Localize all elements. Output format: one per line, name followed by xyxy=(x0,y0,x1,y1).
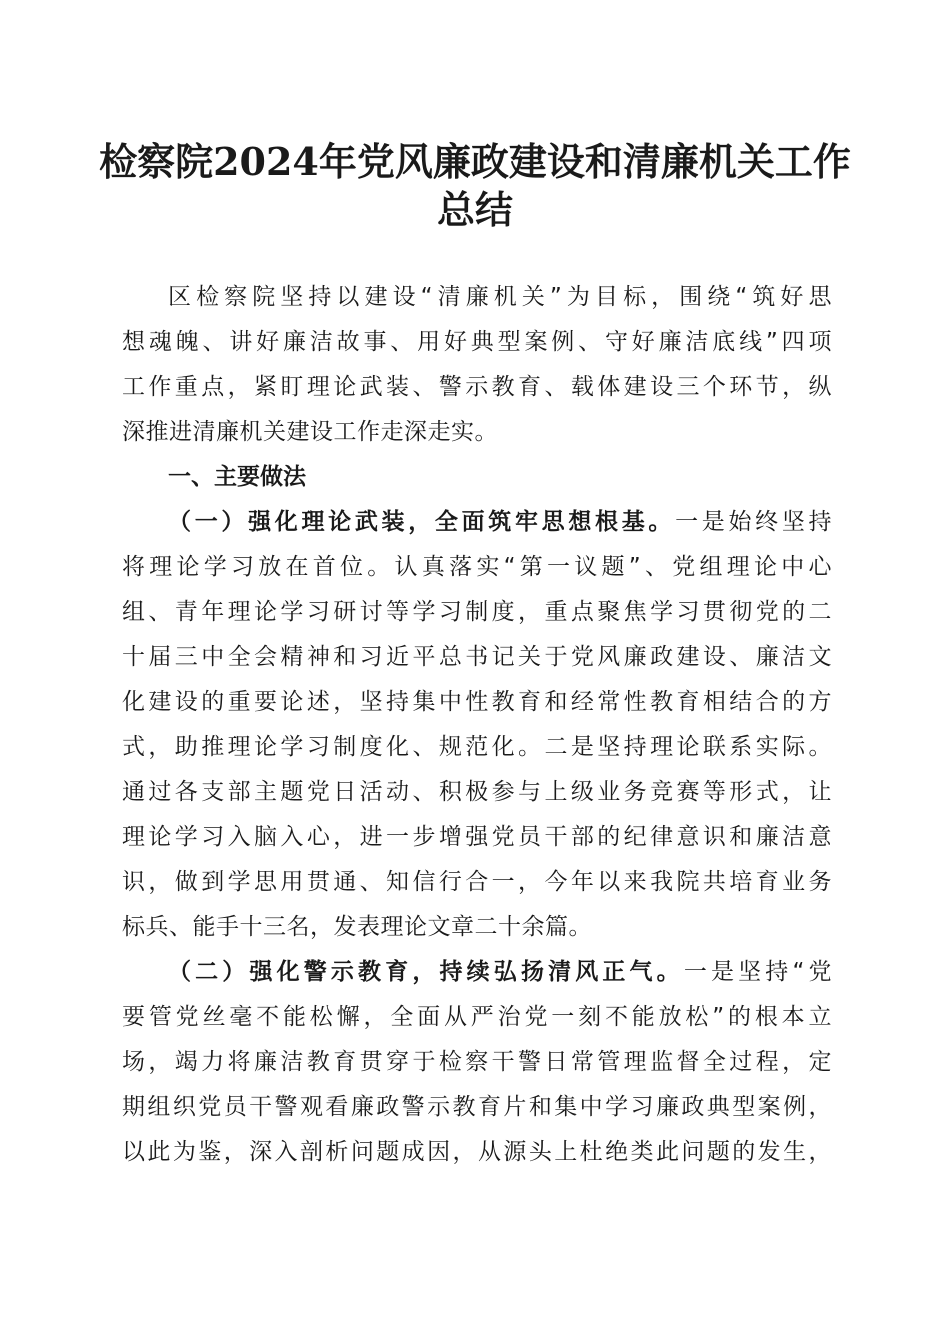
document-title-line-2: 总结 xyxy=(436,187,513,232)
paragraph-line: 区检察院坚持以建设“清廉机关”为目标，围绕“筑好思 xyxy=(168,284,832,310)
paragraph-line: 想魂魄、讲好廉洁故事、用好典型案例、守好廉洁底线”四项 xyxy=(122,329,832,355)
paragraph-line: 深推进清廉机关建设工作走深走实。 xyxy=(122,419,498,445)
paragraph-line: 理论学习入脑入心，进一步增强党员干部的纪律意识和廉洁意 xyxy=(122,824,832,850)
subsection-heading: （二）强化警示教育，持续弘扬清风正气。 xyxy=(168,959,684,985)
paragraph-line: 式，助推理论学习制度化、规范化。二是坚持理论联系实际。 xyxy=(122,734,832,760)
paragraph-line: 要管党丝毫不能松懈，全面从严治党一刻不能放松”的根本立 xyxy=(122,1004,832,1030)
paragraph-line: 化建设的重要论述，坚持集中性教育和经常性教育相结合的方 xyxy=(122,689,832,715)
document-body xyxy=(122,275,832,1175)
paragraph-line: 工作重点，紧盯理论武装、警示教育、载体建设三个环节，纵 xyxy=(122,374,832,400)
paragraph-line: 通过各支部主题党日活动、积极参与上级业务竞赛等形式，让 xyxy=(122,779,832,805)
paragraph-line: 识，做到学思用贯通、知信行合一，今年以来我院共培育业务 xyxy=(122,869,832,895)
section-heading: 一、主要做法 xyxy=(168,464,306,490)
paragraph-line: 将理论学习放在首位。认真落实“第一议题”、党组理论中心 xyxy=(122,554,832,580)
paragraph-line: 以此为鉴，深入剖析问题成因，从源头上杜绝类此问题的发生， xyxy=(122,1139,832,1165)
paragraph-line: 标兵、能手十三名，发表理论文章二十余篇。 xyxy=(122,914,592,940)
paragraph-line: 场，竭力将廉洁教育贯穿于检察干警日常管理监督全过程，定 xyxy=(122,1049,832,1075)
paragraph-text: 一是始终坚持 xyxy=(675,509,832,535)
paragraph-line: 十届三中全会精神和习近平总书记关于党风廉政建设、廉洁文 xyxy=(122,644,832,670)
paragraph-line xyxy=(122,950,832,995)
document-title-line-1: 检察院2024年党风廉政建设和清廉机关工作 xyxy=(99,139,851,184)
paragraph-line: 组、青年理论学习研讨等学习制度，重点聚焦学习贯彻党的二 xyxy=(122,599,832,625)
paragraph-line: 期组织党员干警观看廉政警示教育片和集中学习廉政典型案例， xyxy=(122,1094,832,1120)
paragraph-text: 一是坚持“党 xyxy=(683,959,833,985)
paragraph-line xyxy=(122,500,832,545)
subsection-heading: （一）强化理论武装，全面筑牢思想根基。 xyxy=(168,509,676,535)
